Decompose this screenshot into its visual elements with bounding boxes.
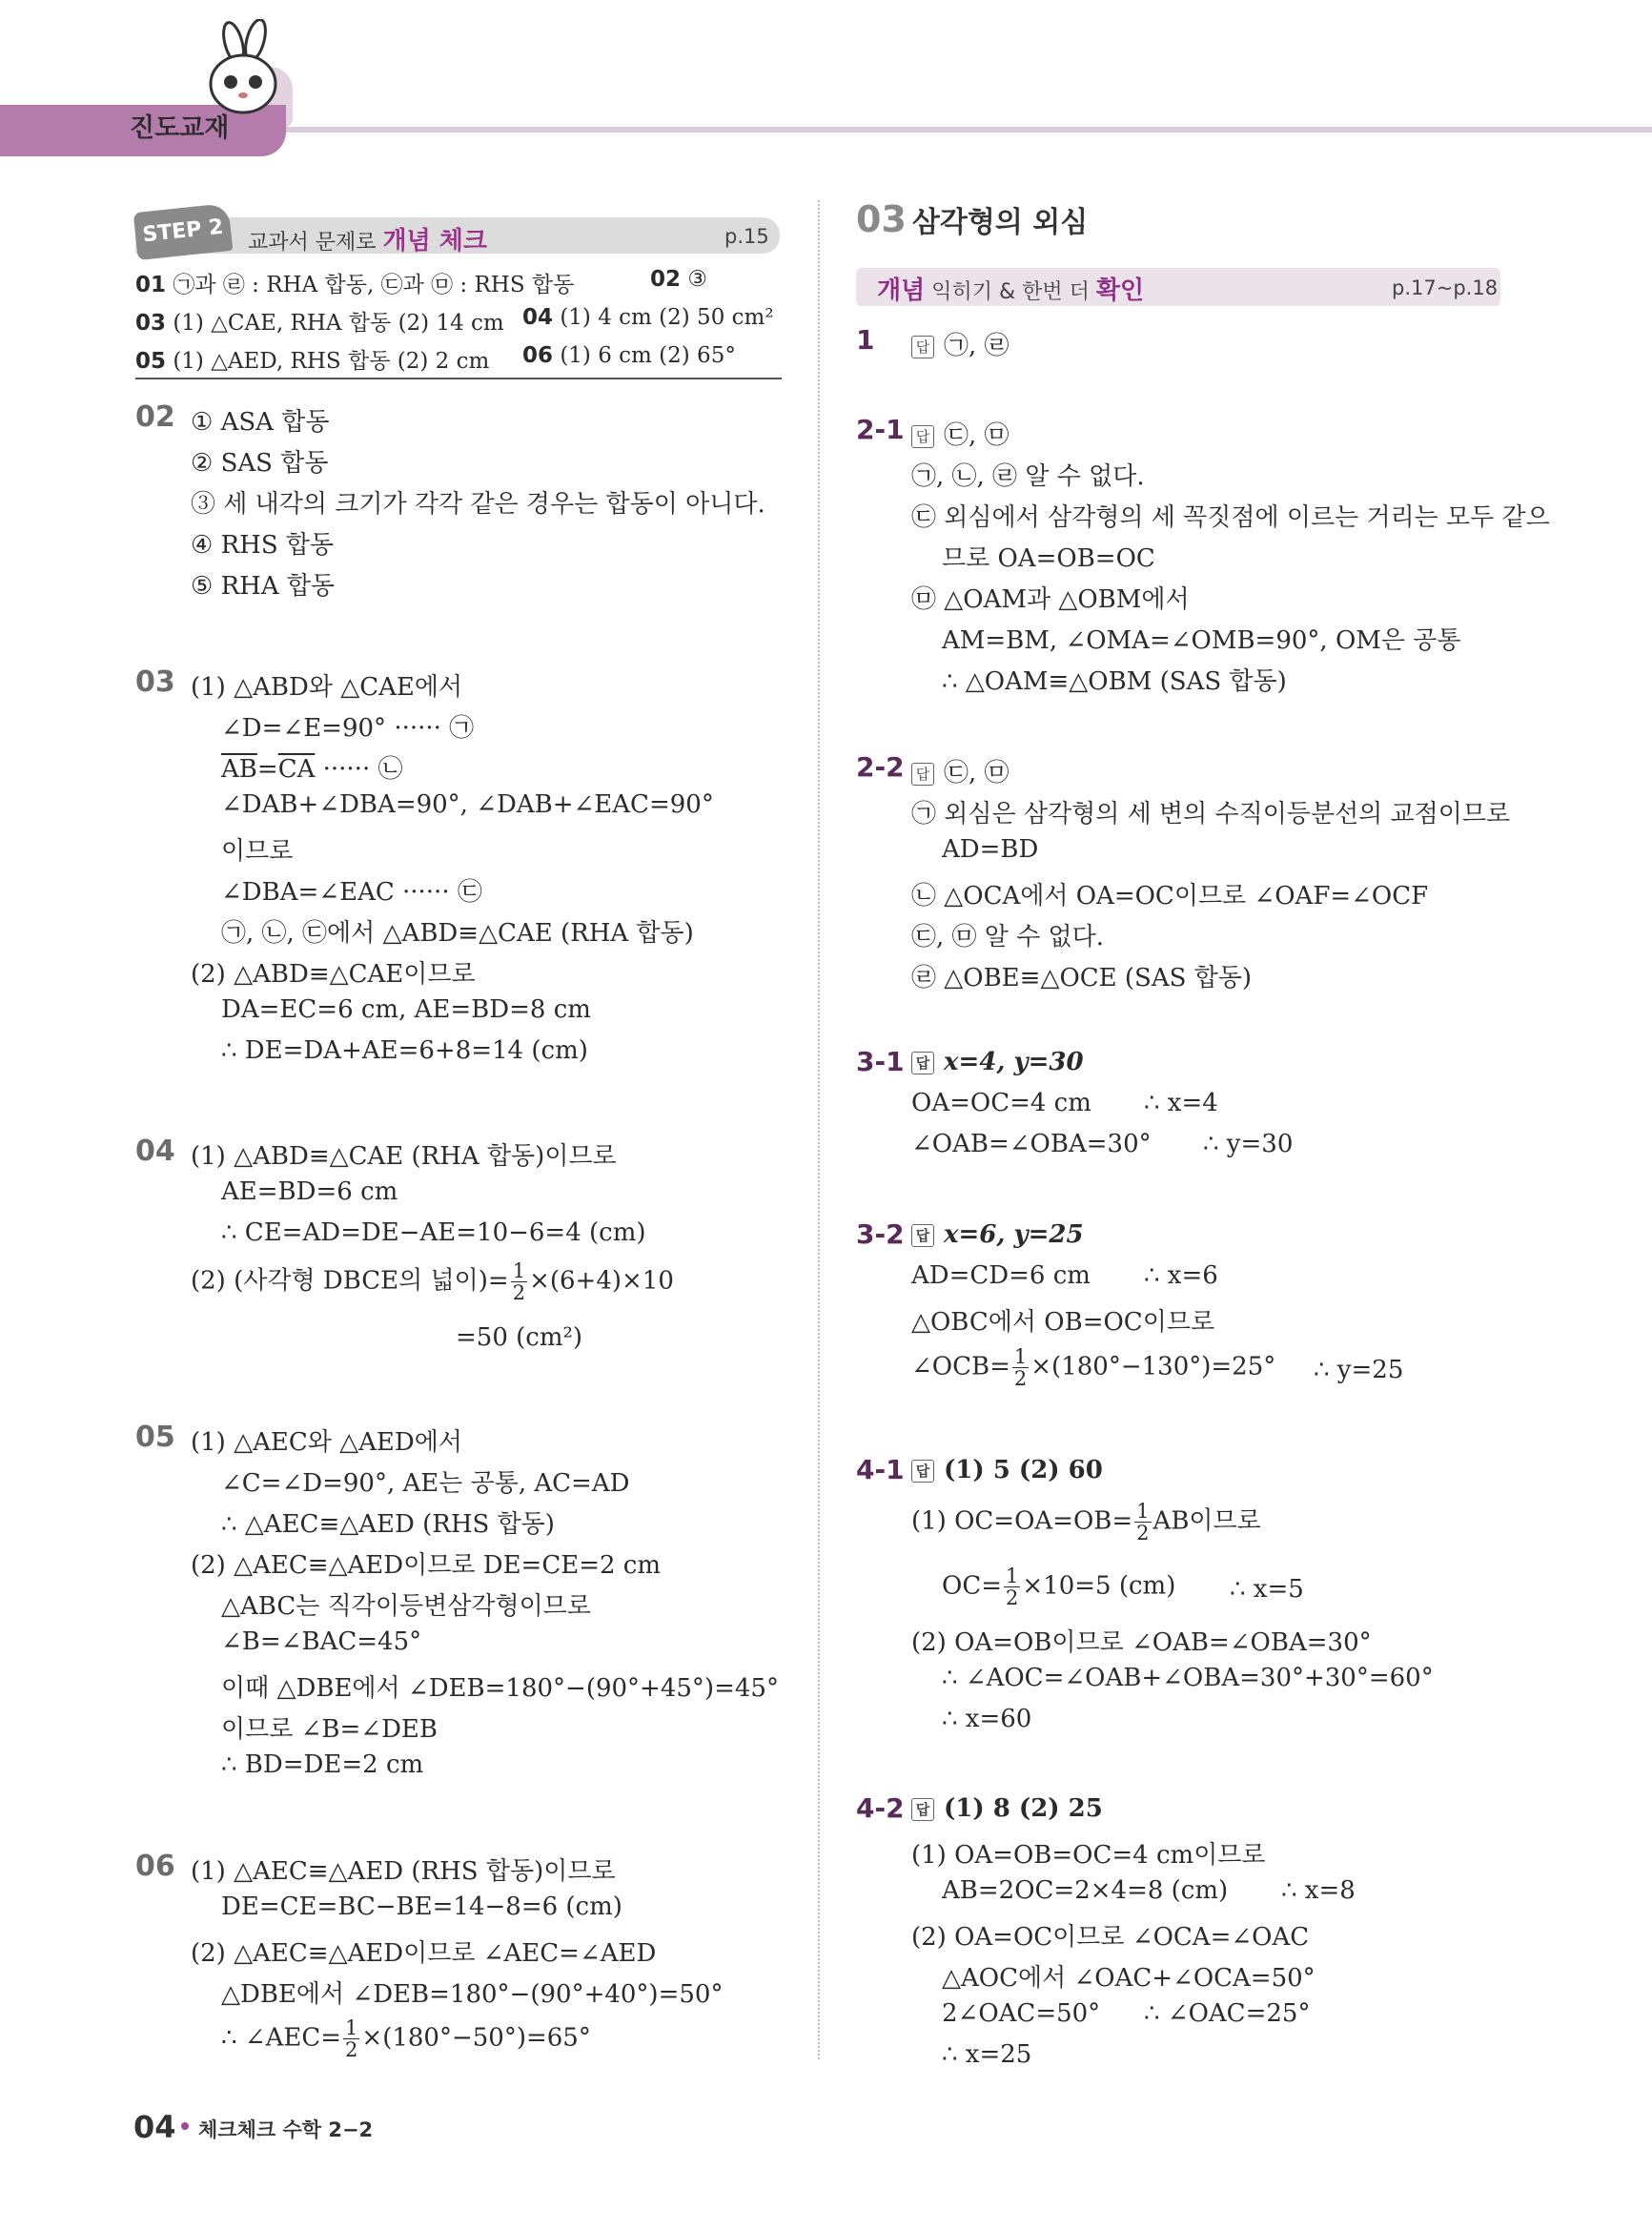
numerator: 1 (1136, 1500, 1150, 1523)
section-title (856, 198, 1088, 240)
r21-answer (911, 416, 1010, 451)
p04-line (191, 1260, 674, 1303)
fraction (511, 1260, 527, 1303)
denominator: 2 (345, 2038, 358, 2062)
summary-text: (1) △AED, RHS 합동 (2) 2 cm (173, 349, 490, 374)
book-title: 체크체크 수학 2−2 (198, 2118, 374, 2141)
r42-line: 2∠OAC=50° (942, 1999, 1101, 2028)
summary-num: 05 (135, 349, 167, 374)
summary-text: ㉠과 ㉣ : RHA 합동, ㉢과 ㉤ : RHS 합동 (173, 273, 575, 297)
p02-line: ⑤ RHA 합동 (191, 572, 336, 601)
expr: ×(180°−50°)=65° (361, 2023, 591, 2053)
answer-text: ㉢, ㉤ (944, 421, 1010, 450)
fraction (1004, 1565, 1020, 1608)
segment: $\overline{AB}$ (221, 755, 257, 784)
bullet-dot-icon (181, 2122, 189, 2130)
problem-number: 3-2 (856, 1218, 905, 1250)
p06-line: DE=CE=BC−BE=14−8=6 (cm) (221, 1892, 622, 1921)
r22-answer (911, 753, 1010, 788)
rabbit-mascot-icon (191, 19, 296, 124)
p06-line: △DBE에서 ∠DEB=180°−(90°+40°)=50° (221, 1980, 724, 2009)
answer-text: (1) 5 (2) 60 (944, 1456, 1103, 1484)
p05-line: 이때 △DBE에서 ∠DEB=180°−(90°+45°)=45° (221, 1674, 779, 1703)
r21-line: AM=BM, ∠OMA=∠OMB=90°, OM은 공통 (942, 626, 1461, 655)
r42-line: △AOC에서 ∠OAC+∠OCA=50° (942, 1964, 1315, 1993)
label-ref: ······ ㉡ (315, 755, 403, 784)
problem-number: 02 (135, 400, 175, 434)
p03-line: 이므로 (221, 837, 294, 866)
r31-result: ∴ y=30 (1203, 1130, 1294, 1158)
r21-line: ∴ △OAM≡△OBM (SAS 합동) (942, 667, 1287, 696)
segment: $\overline{CA}$ (277, 755, 316, 784)
summary-item-04 (522, 305, 774, 330)
header-tab-label: 진도교재 (130, 113, 230, 143)
p04-line: ∴ CE=AD=DE−AE=10−6=4 (cm) (221, 1218, 646, 1247)
expr: ∴ ∠AEC= (221, 2023, 342, 2053)
r21-line: ㉠, ㉡, ㉣ 알 수 없다. (911, 462, 1145, 491)
problem-number: 4-1 (856, 1454, 905, 1485)
problem-number: 03 (135, 665, 175, 699)
step2-badge: STEP 2 (133, 203, 234, 260)
problem-number: 04 (135, 1135, 175, 1168)
numerator: 1 (345, 2016, 358, 2039)
r22-line: ㉣ △OBE≡△OCE (SAS 합동) (911, 964, 1253, 992)
equals: = (256, 755, 278, 784)
expr: OC= (942, 1571, 1002, 1601)
expr: (1) OC=OA=OB= (911, 1506, 1133, 1536)
r31-answer (911, 1048, 1084, 1076)
expr: ×(6+4)×10 (529, 1266, 674, 1296)
p06-line: (2) △AEC≡△AED이므로 ∠AEC=∠AED (191, 1939, 657, 1968)
step2-page-ref: p.15 (724, 225, 769, 248)
r32-result: ∴ x=6 (1144, 1261, 1218, 1290)
summary-item-02 (650, 267, 707, 292)
r31-line: ∠OAB=∠OBA=30° (911, 1130, 1152, 1158)
fraction (343, 2017, 359, 2060)
problem-number: 2-1 (856, 414, 905, 445)
r41-line (942, 1565, 1175, 1608)
r41-line: ∴ ∠AOC=∠OAB+∠OBA=30°+30°=60° (942, 1664, 1434, 1692)
problem-number: 06 (135, 1850, 175, 1883)
p03-line: (2) △ABD≡△CAE이므로 (191, 960, 476, 989)
p04-line: (1) △ABD≡△CAE (RHA 합동)이므로 (191, 1142, 617, 1171)
r21-line: ㉢ 외심에서 삼각형의 세 꼭짓점에 이르는 거리는 모두 같으 (911, 503, 1550, 532)
answer-text: x=4, y=30 (944, 1048, 1084, 1076)
r42-result: ∴ ∠OAC=25° (1144, 1999, 1311, 2028)
r41-line (911, 1501, 1261, 1544)
numerator: 1 (512, 1259, 526, 1282)
problem-number: 05 (135, 1421, 175, 1454)
r42-result: ∴ x=8 (1281, 1876, 1356, 1905)
r32-line: AD=CD=6 cm (911, 1261, 1091, 1290)
concept-c: 한번 더 (1022, 280, 1090, 304)
r31-result: ∴ x=4 (1144, 1089, 1218, 1117)
p02-line: ④ RHS 합동 (191, 531, 335, 560)
summary-num: 03 (135, 311, 167, 336)
step2-title (248, 221, 487, 256)
p05-line: (1) △AEC와 △AED에서 (191, 1428, 462, 1457)
expr: AB이므로 (1152, 1506, 1261, 1536)
r41-line: (2) OA=OB이므로 ∠OAB=∠OBA=30° (911, 1628, 1372, 1657)
p03-line: ∠DAB+∠DBA=90°, ∠DAB+∠EAC=90° (221, 790, 714, 819)
r42-line: (1) OA=OB=OC=4 cm이므로 (911, 1841, 1266, 1870)
summary-text: (1) 4 cm (2) 50 cm² (560, 305, 774, 330)
summary-num: 01 (135, 273, 167, 297)
p05-line: ∠C=∠D=90°, AE는 공통, AC=AD (221, 1469, 630, 1498)
summary-text: (1) 6 cm (2) 65° (560, 343, 736, 368)
answer-icon: 답 (911, 1460, 934, 1483)
section-number: 03 (856, 198, 907, 240)
concept-d: 확인 (1095, 276, 1145, 305)
expr: ×(180°−130°)=25° (1030, 1352, 1276, 1381)
p05-line: 이므로 ∠B=∠DEB (221, 1715, 438, 1744)
column-divider (818, 200, 820, 2059)
denominator: 2 (512, 1281, 526, 1305)
summary-num: 04 (522, 305, 554, 330)
p05-line: ∴ △AEC≡△AED (RHS 합동) (221, 1510, 555, 1539)
p05-line: (2) △AEC≡△AED이므로 DE=CE=2 cm (191, 1551, 662, 1580)
fraction (1134, 1501, 1151, 1544)
r42-line: AB=2OC=2×4=8 (cm) (942, 1876, 1229, 1905)
expr: (2) (사각형 DBCE의 넓이)= (191, 1266, 509, 1296)
concept-page-ref: p.17~p.18 (1392, 276, 1499, 299)
step2-title-concept: 개념 체크 (382, 227, 488, 256)
problem-number: 2-2 (856, 751, 905, 783)
r22-line: ㉢, ㉤ 알 수 없다. (911, 923, 1105, 951)
r42-answer (911, 1794, 1103, 1823)
answer-icon: 답 (911, 763, 934, 786)
p03-line: (1) △ABD와 △CAE에서 (191, 673, 463, 702)
problem-number: 4-2 (856, 1792, 905, 1824)
summary-text: ③ (687, 267, 707, 292)
page-number: 04 (133, 2109, 176, 2145)
summary-item-01 (135, 267, 574, 298)
p03-line: ∴ DE=DA+AE=6+8=14 (cm) (221, 1036, 588, 1065)
summary-item-06 (522, 343, 736, 368)
p02-line: ② SAS 합동 (191, 449, 329, 478)
answer-icon: 답 (911, 425, 934, 448)
p05-line: ∴ BD=DE=2 cm (221, 1750, 424, 1779)
p05-line: △ABC는 직각이등변삼각형이므로 (221, 1592, 591, 1621)
r32-line: △OBC에서 OB=OC이므로 (911, 1308, 1215, 1337)
concept-title (877, 271, 1144, 306)
problem-number: 1 (856, 324, 875, 356)
p02-line: ③ 세 내각의 크기가 각각 같은 경우는 합동이 아니다. (191, 490, 765, 519)
r22-line: ㉠ 외심은 삼각형의 세 변의 수직이등분선의 교점이므로 (911, 800, 1511, 829)
r41-result: ∴ x=5 (1230, 1575, 1304, 1604)
r22-line: AD=BD (942, 835, 1039, 864)
r1-answer (911, 326, 1010, 361)
denominator: 2 (1006, 1586, 1019, 1610)
r32-answer (911, 1220, 1084, 1249)
summary-item-03 (135, 305, 504, 337)
summary-num: 02 (650, 267, 682, 292)
p03-line: ㉠, ㉡, ㉢에서 △ABD≡△CAE (RHA 합동) (221, 919, 694, 948)
r21-line: ㉤ △OAM과 △OBM에서 (911, 585, 1190, 614)
answer-icon: 답 (911, 1052, 934, 1074)
concept-b: 익히기 & (931, 280, 1016, 304)
summary-divider (135, 378, 782, 379)
answer-icon: 답 (911, 1798, 934, 1821)
fraction (1012, 1346, 1029, 1389)
p03-line (221, 749, 402, 785)
expr: ×10=5 (cm) (1022, 1571, 1176, 1601)
p03-line: DA=EC=6 cm, AE=BD=8 cm (221, 995, 591, 1024)
section-title-text: 삼각형의 외심 (911, 206, 1089, 239)
denominator: 2 (1136, 1522, 1150, 1545)
concept-a: 개념 (877, 276, 926, 305)
step2-title-prefix: 교과서 문제로 (248, 231, 377, 255)
answer-icon: 답 (911, 1224, 934, 1247)
p05-line: ∠B=∠BAC=45° (221, 1627, 422, 1656)
r42-line: ∴ x=25 (942, 2040, 1032, 2069)
p06-line (221, 2017, 591, 2060)
answer-icon: 답 (911, 336, 934, 358)
r42-line: (2) OA=OC이므로 ∠OCA=∠OAC (911, 1923, 1310, 1952)
expr: ∠OCB= (911, 1352, 1010, 1381)
p04-line: =50 (cm²) (456, 1323, 583, 1352)
r41-answer (911, 1456, 1103, 1484)
p06-line: (1) △AEC≡△AED (RHS 합동)이므로 (191, 1857, 616, 1886)
numerator: 1 (1013, 1345, 1028, 1368)
r22-line: ㉡ △OCA에서 OA=OC이므로 ∠OAF=∠OCF (911, 882, 1429, 910)
r21-line: 므로 OA=OB=OC (942, 544, 1155, 573)
answer-text: ㉢, ㉤ (944, 759, 1010, 788)
r31-line: OA=OC=4 cm (911, 1089, 1091, 1117)
r32-line (911, 1346, 1275, 1389)
p04-line: AE=BD=6 cm (221, 1177, 398, 1206)
p03-line: ∠D=∠E=90° ······ ㉠ (221, 714, 475, 743)
answer-text: ㉠, ㉣ (944, 332, 1010, 360)
summary-text: (1) △CAE, RHA 합동 (2) 14 cm (173, 311, 504, 336)
p02-line: ① ASA 합동 (191, 408, 330, 437)
denominator: 2 (1013, 1367, 1028, 1391)
answer-text: (1) 8 (2) 25 (944, 1794, 1103, 1823)
numerator: 1 (1006, 1565, 1019, 1587)
p03-line: ∠DBA=∠EAC ······ ㉢ (221, 878, 482, 907)
summary-item-05 (135, 343, 489, 375)
answer-text: x=6, y=25 (944, 1220, 1084, 1249)
r32-result: ∴ y=25 (1314, 1356, 1404, 1384)
r41-line: ∴ x=60 (942, 1705, 1032, 1733)
problem-number: 3-1 (856, 1046, 905, 1077)
summary-num: 06 (522, 343, 554, 368)
